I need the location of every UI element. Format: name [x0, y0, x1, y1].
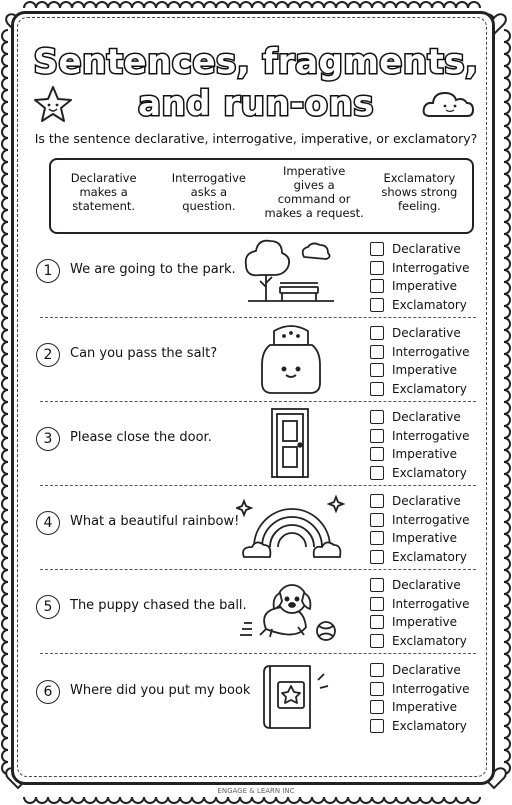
checkbox[interactable]	[370, 663, 384, 677]
answer-option-exclamatory[interactable]	[370, 380, 480, 399]
checkbox[interactable]	[370, 447, 384, 461]
answer-options	[370, 324, 480, 398]
title-line-2: and run-ons	[138, 84, 374, 124]
answer-option-label: Declarative	[392, 494, 461, 509]
answer-option-label: Interrogative	[392, 344, 470, 359]
definition-imperative	[262, 160, 367, 232]
question-number: 2	[36, 343, 60, 367]
definitions-box	[49, 158, 474, 234]
checkbox[interactable]	[370, 719, 384, 733]
question-sentence: The puppy chased the ball.	[70, 598, 247, 613]
checkbox[interactable]	[370, 345, 384, 359]
question-number: 6	[36, 680, 60, 704]
checkbox[interactable]	[370, 363, 384, 377]
row-divider	[40, 485, 476, 486]
answer-option-label: Declarative	[392, 663, 461, 678]
checkbox[interactable]	[370, 550, 384, 564]
answer-option-label: Declarative	[392, 410, 461, 425]
answer-option-label: Exclamatory	[392, 465, 467, 480]
answer-option-declarative[interactable]	[370, 240, 480, 259]
row-divider	[40, 401, 476, 402]
checkbox[interactable]	[370, 466, 384, 480]
answer-option-exclamatory[interactable]	[370, 548, 480, 567]
answer-option-label: Exclamatory	[392, 633, 467, 648]
answer-option-exclamatory[interactable]	[370, 464, 480, 483]
checkbox[interactable]	[370, 429, 384, 443]
definition-exclamatory	[367, 160, 472, 232]
definition-text: asks a	[190, 185, 228, 199]
salt-shaker-icon	[236, 319, 346, 397]
answer-option-declarative[interactable]	[370, 661, 480, 680]
question-sentence: Can you pass the salt?	[70, 346, 218, 361]
definition-text: feeling.	[397, 199, 441, 213]
question-row	[30, 235, 476, 315]
row-divider	[40, 317, 476, 318]
answer-option-label: Interrogative	[392, 512, 470, 527]
question-sentence: What a beautiful rainbow!	[70, 514, 240, 529]
answer-option-declarative[interactable]	[370, 492, 480, 511]
checkbox[interactable]	[370, 578, 384, 592]
answer-option-imperative[interactable]	[370, 361, 480, 380]
checkbox[interactable]	[370, 531, 384, 545]
answer-option-imperative[interactable]	[370, 277, 480, 296]
question-row	[30, 487, 476, 567]
checkbox[interactable]	[370, 494, 384, 508]
question-number: 5	[36, 595, 60, 619]
question-sentence: Where did you put my book	[70, 683, 251, 698]
definition-text: makes a	[79, 185, 128, 199]
definition-term: Imperative	[282, 164, 346, 178]
question-sentence: Please close the door.	[70, 430, 212, 445]
footer-credit: ENGAGE & LEARN INC	[217, 787, 295, 795]
checkbox[interactable]	[370, 382, 384, 396]
question-row	[30, 571, 476, 651]
definition-text: gives a	[293, 178, 335, 192]
title-line-1: Sentences, fragments,	[33, 42, 479, 82]
definition-term: Interrogative	[171, 171, 246, 185]
checkbox[interactable]	[370, 597, 384, 611]
checkbox[interactable]	[370, 615, 384, 629]
answer-option-imperative[interactable]	[370, 698, 480, 717]
book-icon	[236, 656, 346, 734]
question-number: 1	[36, 259, 60, 283]
question-sentence: We are going to the park.	[70, 262, 236, 277]
answer-option-imperative[interactable]	[370, 445, 480, 464]
answer-option-interrogative[interactable]	[370, 511, 480, 530]
answer-option-label: Imperative	[392, 615, 458, 630]
definition-text: command or	[277, 192, 351, 206]
definition-text: statement.	[72, 199, 136, 213]
answer-options	[370, 576, 480, 650]
answer-option-label: Imperative	[392, 700, 458, 715]
definition-declarative	[51, 160, 156, 232]
answer-option-declarative[interactable]	[370, 408, 480, 427]
answer-option-label: Imperative	[392, 279, 458, 294]
answer-option-interrogative[interactable]	[370, 259, 480, 278]
checkbox[interactable]	[370, 634, 384, 648]
answer-option-imperative[interactable]	[370, 529, 480, 548]
answer-option-label: Interrogative	[392, 596, 470, 611]
definition-text: makes a request.	[264, 206, 364, 220]
answer-options	[370, 240, 480, 314]
answer-option-label: Exclamatory	[392, 381, 467, 396]
door-icon	[236, 403, 346, 481]
answer-option-label: Declarative	[392, 326, 461, 341]
checkbox[interactable]	[370, 410, 384, 424]
smiling-cloud-icon	[420, 86, 480, 122]
answer-option-label: Declarative	[392, 242, 461, 257]
question-number: 4	[36, 511, 60, 535]
question-row	[30, 403, 476, 483]
row-divider	[40, 569, 476, 570]
checkbox[interactable]	[370, 279, 384, 293]
answer-option-label: Imperative	[392, 447, 458, 462]
answer-option-label: Exclamatory	[392, 297, 467, 312]
answer-option-interrogative[interactable]	[370, 427, 480, 446]
checkbox[interactable]	[370, 513, 384, 527]
checkbox[interactable]	[370, 298, 384, 312]
answer-option-label: Exclamatory	[392, 549, 467, 564]
checkbox[interactable]	[370, 261, 384, 275]
answer-options	[370, 661, 480, 735]
answer-option-label: Imperative	[392, 531, 458, 546]
answer-option-imperative[interactable]	[370, 613, 480, 632]
answer-option-label: Interrogative	[392, 428, 470, 443]
question-row	[30, 656, 476, 736]
answer-options	[370, 492, 480, 566]
answer-option-declarative[interactable]	[370, 576, 480, 595]
checkbox[interactable]	[370, 700, 384, 714]
rainbow-icon	[236, 487, 346, 565]
answer-option-exclamatory[interactable]	[370, 296, 480, 315]
definition-term: Exclamatory	[383, 171, 456, 185]
answer-option-interrogative[interactable]	[370, 680, 480, 699]
definition-interrogative	[156, 160, 261, 232]
puppy-icon	[236, 571, 346, 649]
answer-option-label: Declarative	[392, 578, 461, 593]
question-number: 3	[36, 427, 60, 451]
row-divider	[40, 653, 476, 654]
answer-option-interrogative[interactable]	[370, 595, 480, 614]
answer-option-label: Interrogative	[392, 681, 470, 696]
answer-option-exclamatory[interactable]	[370, 717, 480, 736]
answer-option-exclamatory[interactable]	[370, 632, 480, 651]
definition-text: question.	[182, 199, 236, 213]
checkbox[interactable]	[370, 242, 384, 256]
checkbox[interactable]	[370, 682, 384, 696]
question-row	[30, 319, 476, 399]
answer-option-label: Exclamatory	[392, 718, 467, 733]
definition-term: Declarative	[70, 171, 137, 185]
instructions: Is the sentence declarative, interrogative, imperative, or exclamatory?	[34, 131, 478, 146]
answer-option-label: Interrogative	[392, 260, 470, 275]
answer-option-label: Imperative	[392, 363, 458, 378]
definition-text: shows strong	[381, 185, 458, 199]
park-icon	[236, 235, 346, 313]
checkbox[interactable]	[370, 326, 384, 340]
answer-option-interrogative[interactable]	[370, 343, 480, 362]
answer-option-declarative[interactable]	[370, 324, 480, 343]
smiling-star-icon	[30, 84, 76, 124]
answer-options	[370, 408, 480, 482]
